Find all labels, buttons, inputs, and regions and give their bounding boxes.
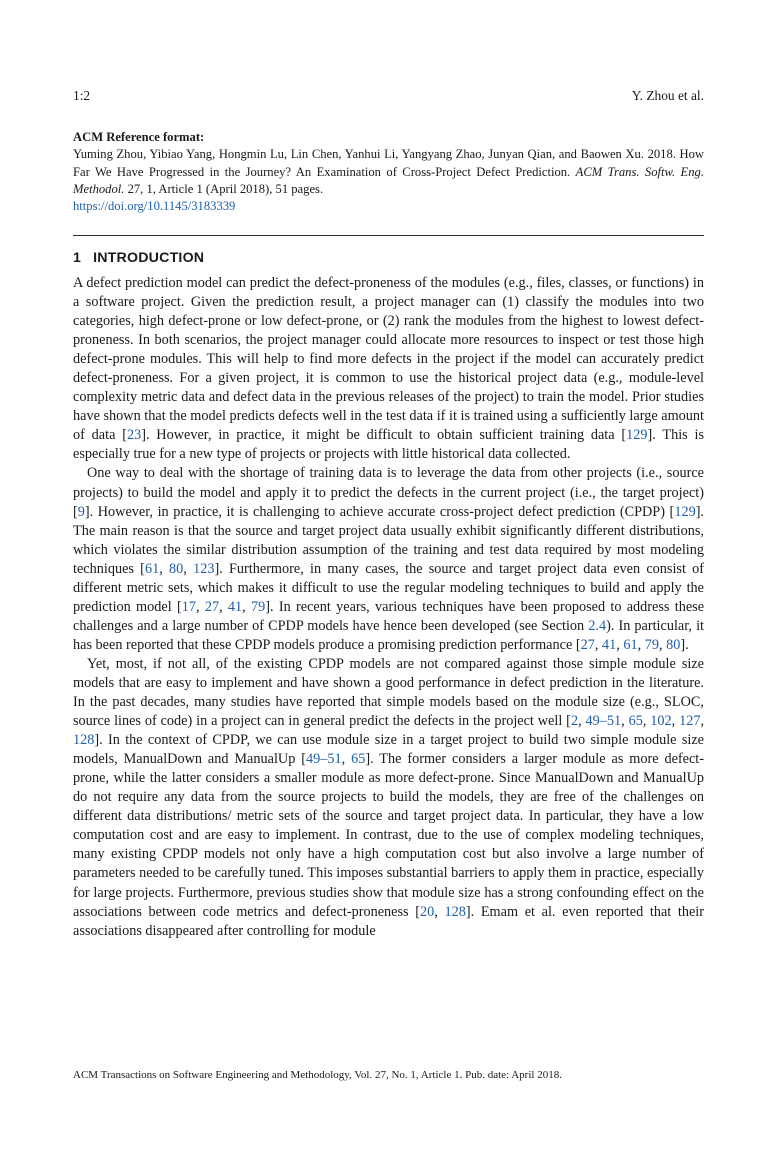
paragraph-text: ]. However, in practice, it is challenging to achieve accurate cross-project defect prediction (CPDP) [ — [84, 503, 675, 520]
paper-page — [73, 0, 704, 1152]
citation-link[interactable]: 49–51 — [305, 751, 342, 768]
citation-link[interactable]: 27 — [580, 636, 595, 653]
citation-link[interactable]: 41 — [227, 598, 243, 615]
paragraph-text: ]. However, in practice, it might be difficult to obtain sufficient training data [ — [141, 427, 627, 444]
paragraph-text: , — [219, 598, 228, 615]
citation-link[interactable]: 2 — [570, 713, 579, 730]
paragraph-text: , — [658, 636, 667, 653]
running-header — [73, 88, 704, 106]
citation-link[interactable]: 129 — [626, 427, 648, 444]
reference-citation — [73, 146, 704, 198]
paragraph-text: , — [578, 713, 586, 730]
paragraph-text: , — [594, 636, 602, 653]
citation-link[interactable]: 128 — [73, 732, 95, 749]
citation-link[interactable]: 23 — [126, 427, 142, 444]
citation-link[interactable]: 49–51 — [585, 713, 622, 730]
citation-link[interactable]: 80 — [666, 636, 681, 653]
citation-link[interactable]: 102 — [650, 713, 672, 730]
paragraph-text: ]. The main reason is that the source and target project data usually exhibit significantly different distributions, which violates the similar distribution assumption of the training and test data required by most modeling techniques [ — [73, 503, 704, 577]
running-authors: Y. Zhou et al. — [631, 88, 704, 103]
paragraph-text: , — [671, 713, 680, 730]
paragraph-text: , — [242, 598, 252, 615]
reference-title: ACM Reference format: — [73, 130, 205, 144]
citation-link[interactable]: 61 — [623, 636, 638, 653]
section-heading — [73, 250, 204, 266]
paragraph-text: , — [637, 636, 645, 653]
paragraph-text: , — [621, 713, 629, 730]
citation-link[interactable]: 79 — [644, 636, 659, 653]
acm-reference-format — [73, 129, 704, 215]
reference-journal: ACM Trans. Softw. Eng. Methodol. — [73, 164, 704, 196]
citation-link[interactable]: 79 — [251, 598, 266, 615]
body-paragraph — [73, 464, 704, 654]
citation-link[interactable]: 127 — [679, 713, 701, 730]
page-number: 1:2 — [73, 88, 91, 103]
paragraph-text: A defect prediction model can predict the defect-proneness of the modules (e.g., files, classes, or functions) in a software project. Given the prediction result, a project manager can (1) classify the modules into two categories, high defect-prone or low defect-prone, or (2) rank the modules from the highest to lowest defect-proneness. In both scenarios, the project manager could allocate more resources to inspect or test those high defect-prone modules. This will help to find more defects in the project if the model can accurately predict defect-proneness. For a given project, it is common to use the historical project data (e.g., module-level complexity metric data and defect data in the previous releases of the project) to train the model. Prior studies have shown that the model predicts defects well in the test data if it is trained using a sufficiently large amount of data [ — [73, 275, 704, 444]
section-title: INTRODUCTION — [93, 250, 205, 266]
citation-link[interactable]: 2.4 — [588, 617, 607, 634]
citation-link[interactable]: 9 — [77, 503, 85, 520]
citation-link[interactable]: 80 — [169, 560, 184, 577]
paragraph-text: ]. Furthermore, in many cases, the source and target project data even consist of different metric sets, which makes it difficult to use the regular modeling techniques to build and apply the prediction model [ — [73, 560, 705, 615]
body-paragraph — [73, 655, 704, 941]
paragraph-text: , — [642, 713, 651, 730]
body-paragraph — [73, 274, 704, 464]
section-divider — [73, 235, 704, 236]
paragraph-text: , — [700, 713, 705, 730]
paragraph-text: ]. In recent years, various techniques have been proposed to address these challenges and a large number of CPDP models have hence been developed (see Section — [73, 598, 705, 634]
reference-line: Yuming Zhou, Yibiao Yang, Hongmin Lu, Lin Chen, Yanhui Li, Yangyang Zhao, Junyan Qian, and Baowen Xu. 2018. How Far We Have Progressed in the Journey? An Examination of Cross-Project Defect Prediction. — [73, 147, 704, 179]
paragraph-text: Yet, most, if not all, of the existing CPDP models are not compared against those simple module size models that are easy to implement and have shown a good performance in defect prediction in the literature. In the past decades, many studies have reported that simple models based on the module size (e.g., SLOC, source lines of code) in a project can in general predict the defects in the project well [ — [73, 655, 704, 730]
paragraph-text: ]. In the context of CPDP, we can use module size in a target project to build two simple module size models, ManualDown and ManualUp [ — [73, 732, 704, 768]
paragraph-text: , — [183, 560, 194, 577]
paragraph-text: , — [341, 751, 352, 768]
citation-link[interactable]: 41 — [601, 636, 617, 653]
paragraph-text: , — [159, 560, 169, 577]
section-number: 1 — [73, 250, 82, 266]
paragraph-text: , — [195, 598, 205, 615]
citation-link[interactable]: 128 — [444, 903, 466, 920]
citation-link[interactable]: 65 — [628, 713, 643, 730]
citation-link[interactable]: 65 — [351, 751, 366, 768]
citation-link[interactable]: 27 — [204, 598, 220, 615]
paragraph-text: ]. This is especially true for a new type of projects or projects with little historical data collected. — [73, 427, 704, 463]
paragraph-text: , — [616, 636, 624, 653]
reference-details: 27, 1, Article 1 (April 2018), 51 pages. — [124, 181, 324, 196]
citation-link[interactable]: 17 — [181, 598, 196, 615]
paragraph-text: ]. Emam et al. even reported that their associations disappeared after controlling for module — [73, 903, 704, 939]
citation-link[interactable]: 61 — [144, 560, 160, 577]
paragraph-text: ]. — [680, 636, 689, 653]
citation-link[interactable]: 129 — [674, 503, 696, 520]
citation-link[interactable]: 20 — [420, 903, 435, 920]
doi-link[interactable]: https://doi.org/10.1145/3183339 — [73, 199, 236, 214]
citation-link[interactable]: 123 — [193, 560, 215, 577]
page-footer: ACM Transactions on Software Engineering and Methodology, Vol. 27, No. 1, Article 1. Pub. date: April 2018. — [73, 1069, 562, 1081]
paragraph-text: ). In particular, it has been reported that these CPDP models produce a promising prediction performance [ — [73, 617, 704, 653]
paragraph-text: , — [434, 903, 445, 920]
paragraph-text: One way to deal with the shortage of training data is to leverage the data from other projects (i.e., source projects) to build the model and apply it to predict the defects in the current project (i.e., the target project) [ — [73, 465, 704, 520]
section-body — [73, 274, 704, 941]
paragraph-text: ]. The former considers a larger module as more defect-prone, while the latter considers a smaller module as more defect-prone. Since ManualDown and ManualUp do not require any data from the source projects to build the models, they are free of the challenges on different data distributions/ metric sets of the source and target project data. In particular, they have a low computation cost and are easy to implement. In contrast, due to the use of complex modeling techniques, many existing CPDP models not only have a high computation cost but also involve a large number of parameters needed to be carefully tuned. This imposes substantial barriers to apply them in practice, especially for large projects. Furthermore, previous studies show that module size has a strong confounding effect on the associations between code metrics and defect-proneness [ — [73, 751, 705, 920]
